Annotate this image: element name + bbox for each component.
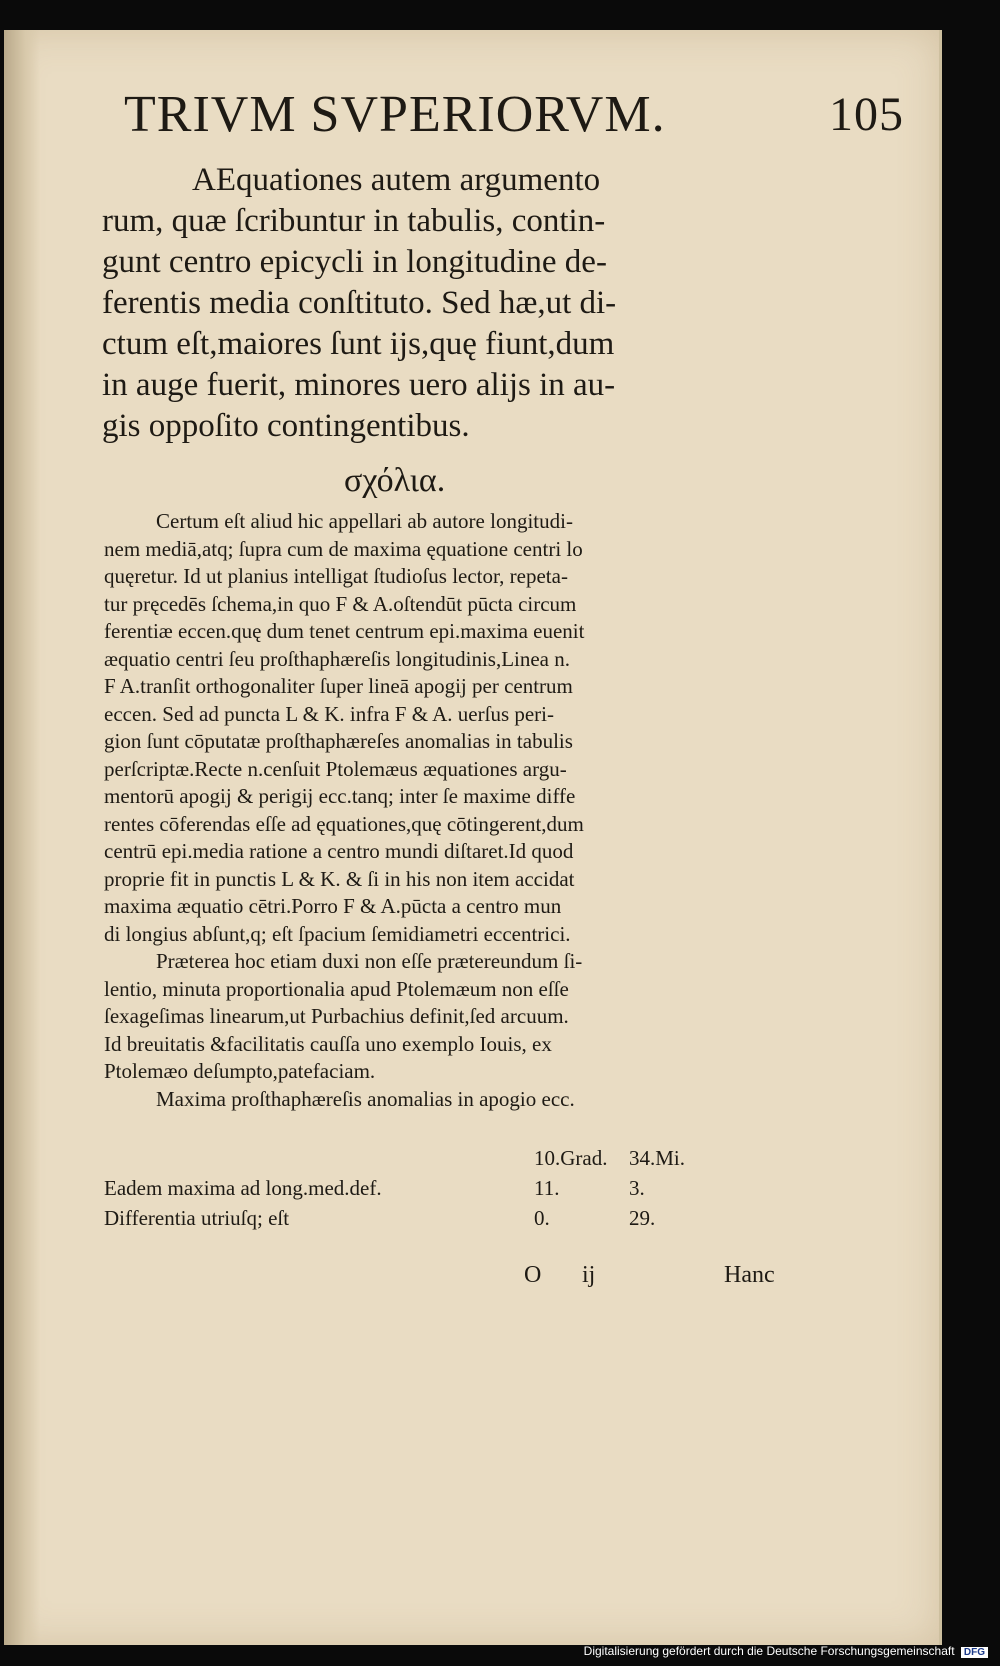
text-line: gion ſunt cōputatæ proſthaphæreſes anomalias in tabulis bbox=[104, 729, 573, 753]
row-degrees: 11. bbox=[534, 1176, 560, 1200]
text-line: lentio, minuta proportionalia apud Ptolemæum non eſſe bbox=[104, 976, 569, 1001]
text-line: centrū epi.media ratione a centro mundi diſtaret.Id quod bbox=[104, 839, 574, 863]
page-gutter bbox=[4, 30, 40, 1645]
text-line: Id breuitatis &facilitatis cauſſa uno exemplo Iouis, ex bbox=[104, 1031, 552, 1056]
text-line: rum, quæ ſcribuntur in tabulis, contin- bbox=[102, 203, 606, 239]
table-intro: Maxima proſthaphæreſis anomalias in apogio ecc. bbox=[156, 1086, 575, 1111]
main-paragraph bbox=[102, 160, 762, 447]
row-minutes: 29. bbox=[629, 1206, 656, 1230]
commentary-text bbox=[104, 508, 764, 1113]
text-line: æquatio centri ſeu proſthaphæreſis longitudinis,Linea n. bbox=[104, 646, 570, 671]
text-line: quęretur. Id ut planius intelligat ſtudioſus lector, repeta- bbox=[104, 564, 568, 588]
text-line: mentorū apogij & perigij ecc.tanq; inter ſe maxime diffe bbox=[104, 784, 576, 808]
text-line: perſcriptæ.Recte n.cenſuit Ptolemæus æquationes argu- bbox=[104, 756, 567, 781]
catchword: Hanc bbox=[724, 1262, 775, 1288]
table-row bbox=[104, 1173, 744, 1203]
text-line: gunt centro epicycli in longitudine de- bbox=[102, 244, 607, 280]
running-title: TRIVM SVPERIORVM. bbox=[124, 86, 666, 143]
row-minutes: 34.Mi. bbox=[629, 1146, 686, 1170]
row-label: Differentia utriuſq; eſt bbox=[104, 1206, 290, 1230]
table-row bbox=[104, 1143, 744, 1173]
row-degrees: 10.Grad. bbox=[534, 1146, 608, 1170]
text-line: Ptolemæo deſumpto,patefaciam. bbox=[104, 1059, 376, 1083]
table-row bbox=[104, 1203, 744, 1233]
text-line: ferentiæ eccen.quę dum tenet centrum epi.maxima euenit bbox=[104, 619, 585, 643]
text-line: nem mediā,atq; ſupra cum de maxima ęquatione centri lo bbox=[104, 536, 583, 561]
credit-text: Digitalisierung gefördert durch die Deutsche Forschungsgemeinschaft bbox=[583, 1644, 955, 1658]
text-line: tur pręcedēs ſchema,in quo F & A.oſtendūt pūcta circum bbox=[104, 591, 577, 616]
text-line: di longius abſunt,q; eſt ſpacium ſemidiametri eccentrici. bbox=[104, 921, 571, 946]
digitization-credit bbox=[584, 1644, 988, 1658]
text-line: maxima æquatio cētri.Porro F & A.pūcta a centro mun bbox=[104, 894, 562, 918]
text-line: ctum eſt,maiores ſunt ijs,quę fiunt,dum bbox=[102, 326, 615, 362]
row-degrees: 0. bbox=[534, 1206, 550, 1230]
row-minutes: 3. bbox=[629, 1176, 645, 1200]
scholia-heading: σχόλια. bbox=[344, 462, 446, 499]
page-number: 105 bbox=[829, 88, 904, 141]
row-label: Eadem maxima ad long.med.def. bbox=[104, 1176, 382, 1200]
text-line: F A.tranſit orthogonaliter ſuper lineā apogij per centrum bbox=[104, 674, 573, 698]
text-line: rentes cōferendas eſſe ad ęquationes,quę cōtingerent,dum bbox=[104, 811, 584, 836]
text-line: ſexageſimas linearum,ut Purbachius definit,ſed arcuum. bbox=[104, 1004, 569, 1028]
dfg-logo: DFG bbox=[961, 1647, 988, 1658]
text-line: Certum eſt aliud hic appellari ab autore longitudi- bbox=[156, 509, 573, 533]
text-line: in auge fuerit, minores uero alijs in au- bbox=[102, 367, 616, 403]
text-line: AEquationes autem argumento bbox=[192, 162, 601, 198]
text-line: eccen. Sed ad puncta L & K. infra F & A. uerſus peri- bbox=[104, 701, 555, 726]
text-line: ferentis media conſtituto. Sed hæ,ut di- bbox=[102, 285, 617, 321]
book-page bbox=[4, 30, 942, 1645]
signature-mark: O bbox=[524, 1262, 542, 1288]
text-line: proprie fit in punctis L & K. & ſi in his non item accidat bbox=[104, 866, 575, 891]
text-line: Præterea hoc etiam duxi non eſſe prætereundum ſi- bbox=[156, 949, 583, 973]
signature-number: ij bbox=[582, 1262, 596, 1288]
values-table bbox=[104, 1143, 744, 1233]
text-line: gis oppoſito contingentibus. bbox=[102, 408, 470, 444]
